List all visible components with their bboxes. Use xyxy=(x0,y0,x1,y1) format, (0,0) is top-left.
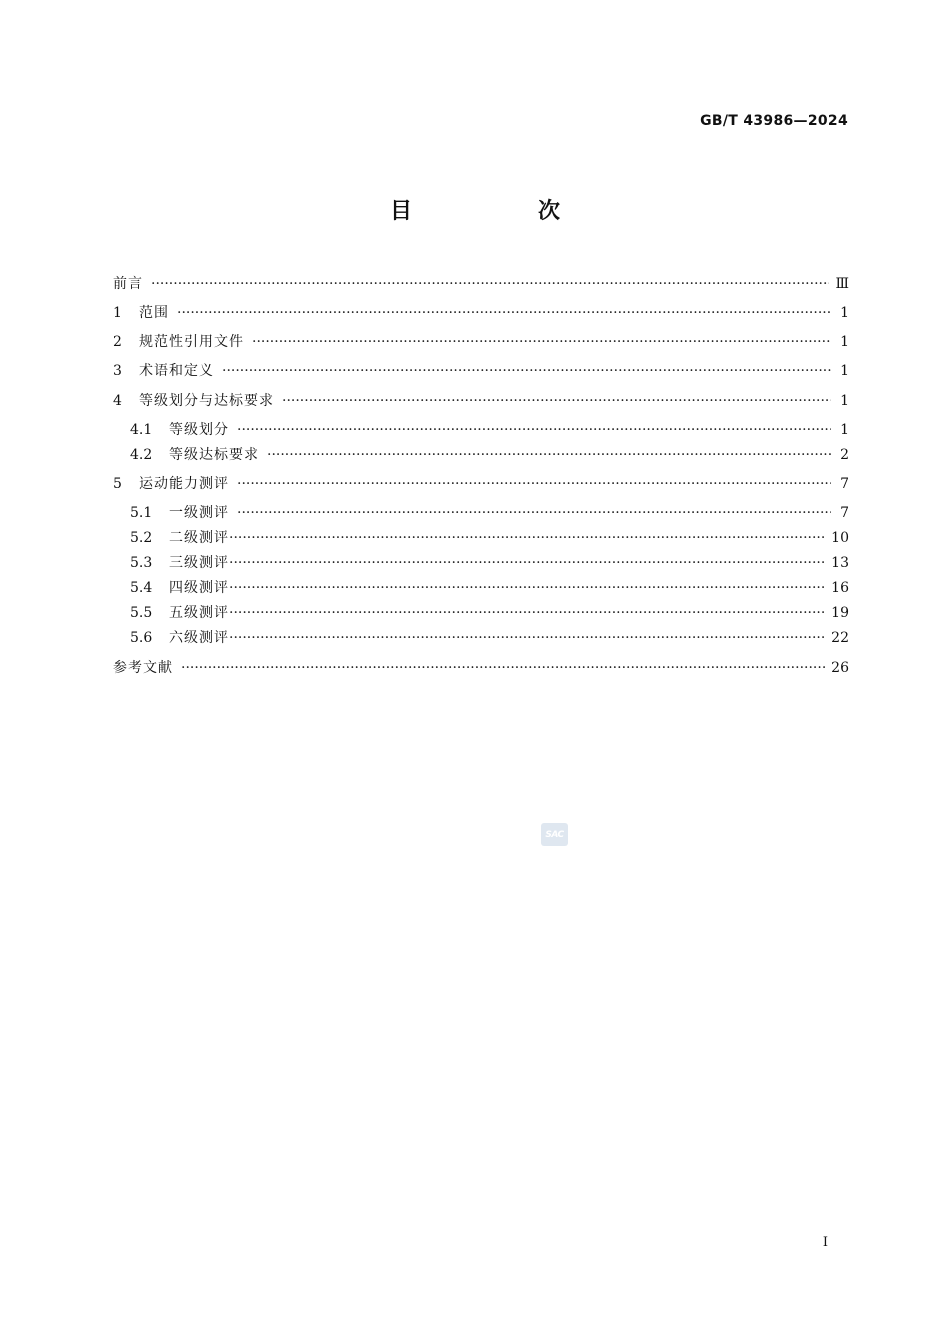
toc-entry[interactable] xyxy=(113,528,849,548)
toc-leader-dots xyxy=(229,603,825,623)
toc-entry-page: 7 xyxy=(840,505,849,521)
toc-entry[interactable] xyxy=(113,503,849,523)
toc-entry-page: 1 xyxy=(840,305,849,321)
toc-leader-dots xyxy=(177,303,831,323)
toc-entry-label: 等级达标要求 xyxy=(169,447,259,463)
toc-entry[interactable] xyxy=(113,274,849,294)
sac-logo-icon xyxy=(541,823,568,846)
toc-entry-page: 1 xyxy=(840,393,849,409)
toc-entry-page: 7 xyxy=(840,476,849,492)
toc-leader-dots xyxy=(237,474,831,494)
toc-leader-dots xyxy=(282,391,831,411)
toc-entry-number: 1 xyxy=(113,305,122,321)
toc-entry-label: 参考文献 xyxy=(113,660,173,676)
toc-entry-label: 规范性引用文件 xyxy=(139,334,244,350)
toc-entry[interactable] xyxy=(113,303,849,323)
toc-entry-number: 3 xyxy=(113,363,122,379)
toc-leader-dots xyxy=(229,628,825,648)
toc-leader-dots xyxy=(229,528,825,548)
toc-entry-number: 5.2 xyxy=(130,530,153,546)
toc-entry[interactable] xyxy=(113,420,849,440)
toc-leader-dots xyxy=(151,274,829,294)
toc-entry-number: 5 xyxy=(113,476,122,492)
toc-entry[interactable] xyxy=(113,553,849,573)
toc-entry-label: 五级测评 xyxy=(169,605,229,621)
toc-entry-page: 1 xyxy=(840,363,849,379)
toc-entry-page: 13 xyxy=(831,555,849,571)
toc-entry[interactable] xyxy=(113,391,849,411)
toc-entry-label: 运动能力测评 xyxy=(139,476,229,492)
toc-leader-dots xyxy=(181,658,825,678)
toc-entry-page: 26 xyxy=(831,660,849,676)
toc-leader-dots xyxy=(222,361,831,381)
toc-entry[interactable] xyxy=(113,603,849,623)
toc-entry-number: 4.1 xyxy=(130,422,153,438)
page-title: 目 次 xyxy=(389,199,612,224)
toc-entry-page: 19 xyxy=(831,605,849,621)
toc-entry[interactable] xyxy=(113,474,849,494)
toc-entry-number: 4.2 xyxy=(130,447,153,463)
toc-entry-label: 三级测评 xyxy=(169,555,229,571)
toc-entry-label: 一级测评 xyxy=(169,505,229,521)
toc-entry-number: 5.1 xyxy=(130,505,153,521)
watermark-text: SAC xyxy=(545,829,564,840)
toc-entry-label: 前言 xyxy=(113,276,143,292)
toc-entry-page: Ⅲ xyxy=(835,276,849,292)
toc-entry[interactable] xyxy=(113,361,849,381)
toc-entry-number: 2 xyxy=(113,334,122,350)
toc-entry[interactable] xyxy=(113,332,849,352)
toc-entry[interactable] xyxy=(113,658,849,678)
toc-entry-number: 5.6 xyxy=(130,630,153,646)
toc-entry-label: 范围 xyxy=(139,305,169,321)
toc-entry-number: 5.3 xyxy=(130,555,153,571)
toc-leader-dots xyxy=(229,578,825,598)
toc-entry-page: 16 xyxy=(831,580,849,596)
toc-entry[interactable] xyxy=(113,578,849,598)
toc-leader-dots xyxy=(229,553,825,573)
toc-leader-dots xyxy=(237,420,831,440)
toc-entry-label: 等级划分与达标要求 xyxy=(139,393,274,409)
toc-entry-label: 等级划分 xyxy=(169,422,229,438)
toc-leader-dots xyxy=(267,445,831,465)
toc-entry-page: 1 xyxy=(840,422,849,438)
toc-entry-page: 2 xyxy=(840,447,849,463)
toc-entry-number: 5.5 xyxy=(130,605,153,621)
toc-entry-label: 术语和定义 xyxy=(139,363,214,379)
standard-code: GB/T 43986—2024 xyxy=(700,113,848,129)
toc-leader-dots xyxy=(237,503,831,523)
toc-entry-page: 1 xyxy=(840,334,849,350)
toc-entry-number: 5.4 xyxy=(130,580,153,596)
toc-entry[interactable] xyxy=(113,445,849,465)
page-number: I xyxy=(822,1235,828,1250)
toc-entry-page: 22 xyxy=(831,630,849,646)
toc-entry-label: 二级测评 xyxy=(169,530,229,546)
toc-entry-number: 4 xyxy=(113,393,122,409)
toc-entry-label: 四级测评 xyxy=(169,580,229,596)
toc-leader-dots xyxy=(252,332,831,352)
toc-entry-page: 10 xyxy=(831,530,849,546)
toc-entry-label: 六级测评 xyxy=(169,630,229,646)
toc-entry[interactable] xyxy=(113,628,849,648)
